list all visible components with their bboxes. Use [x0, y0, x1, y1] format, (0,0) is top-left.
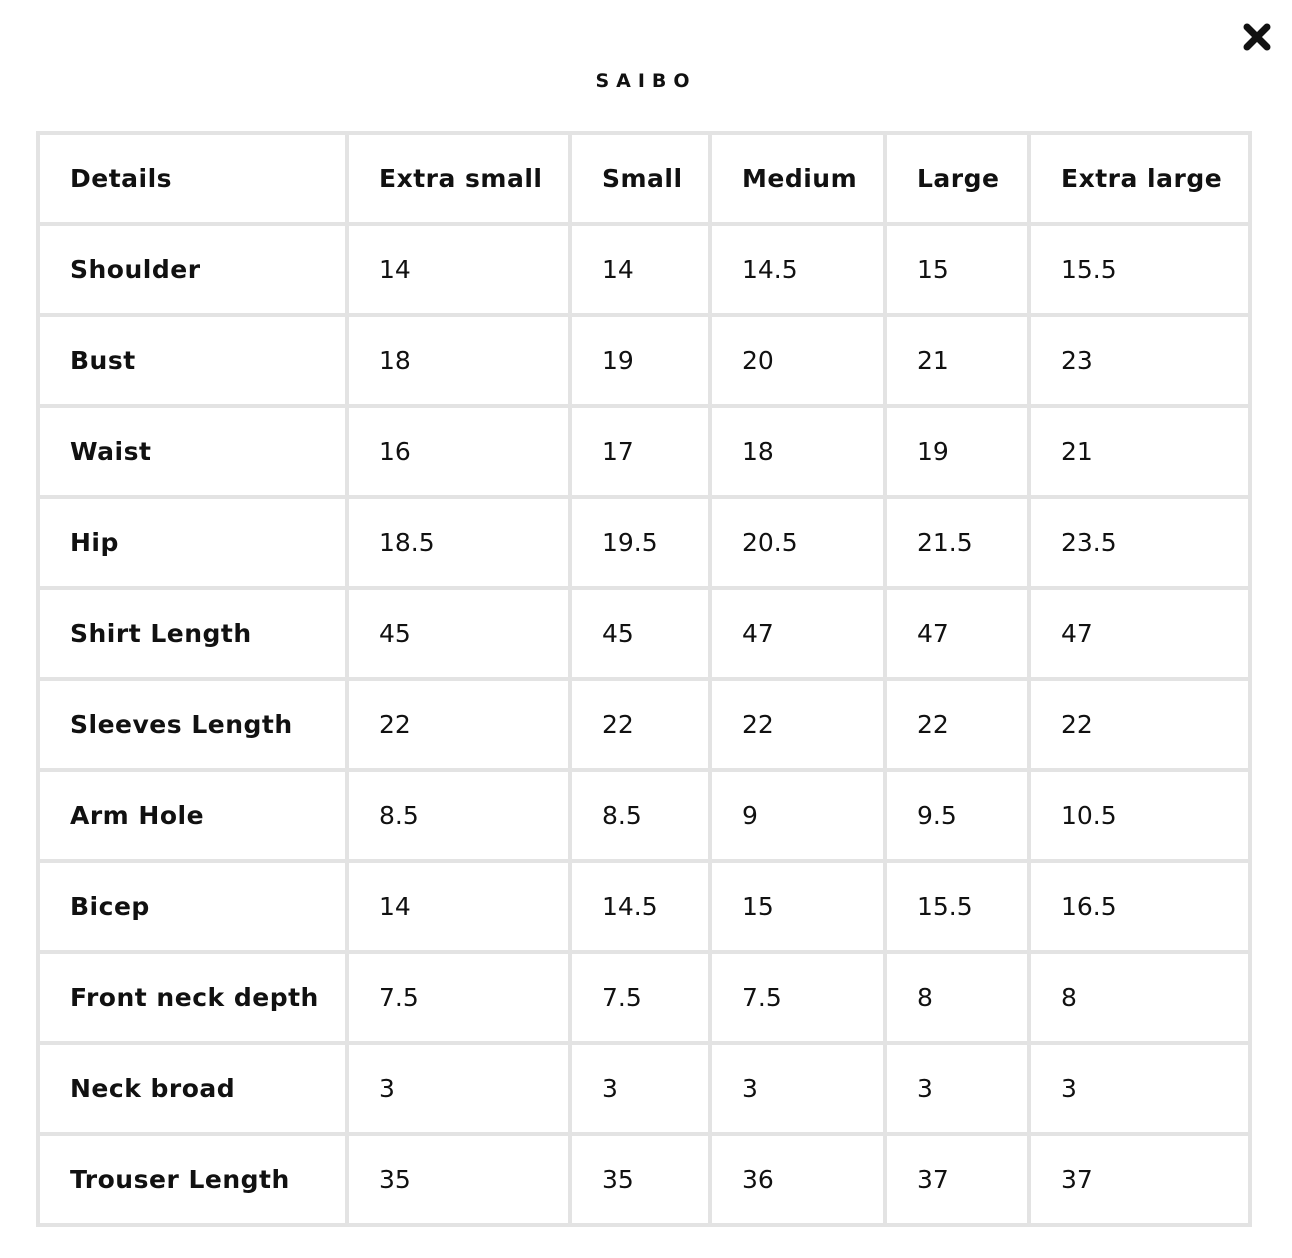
size-value-cell: 19 — [572, 317, 708, 404]
table-row — [40, 226, 1248, 313]
size-value-cell: 45 — [349, 590, 568, 677]
size-value-cell: 17 — [572, 408, 708, 495]
size-value-cell: 15.5 — [887, 863, 1027, 950]
row-label: Bust — [40, 317, 345, 404]
size-value-cell: 20 — [712, 317, 883, 404]
size-value-cell: 9.5 — [887, 772, 1027, 859]
row-label: Trouser Length — [40, 1136, 345, 1223]
size-value-cell: 22 — [712, 681, 883, 768]
size-value-cell: 47 — [887, 590, 1027, 677]
size-value-cell: 22 — [887, 681, 1027, 768]
header-extra-large: Extra large — [1031, 135, 1248, 222]
row-label: Sleeves Length — [40, 681, 345, 768]
size-value-cell: 8.5 — [349, 772, 568, 859]
size-value-cell: 22 — [572, 681, 708, 768]
size-value-cell: 14 — [572, 226, 708, 313]
row-label: Bicep — [40, 863, 345, 950]
size-value-cell: 7.5 — [349, 954, 568, 1041]
size-value-cell: 22 — [1031, 681, 1248, 768]
size-value-cell: 9 — [712, 772, 883, 859]
size-value-cell: 3 — [712, 1045, 883, 1132]
row-label: Shoulder — [40, 226, 345, 313]
table-row — [40, 772, 1248, 859]
size-value-cell: 3 — [887, 1045, 1027, 1132]
size-value-cell: 23.5 — [1031, 499, 1248, 586]
header-small: Small — [572, 135, 708, 222]
size-value-cell: 19.5 — [572, 499, 708, 586]
size-value-cell: 15 — [887, 226, 1027, 313]
brand-title: SAIBO — [595, 70, 697, 92]
size-value-cell: 18.5 — [349, 499, 568, 586]
size-value-cell: 8 — [887, 954, 1027, 1041]
size-value-cell: 35 — [349, 1136, 568, 1223]
header-details: Details — [40, 135, 345, 222]
size-value-cell: 19 — [887, 408, 1027, 495]
size-value-cell: 7.5 — [712, 954, 883, 1041]
table-row — [40, 499, 1248, 586]
header-extra-small: Extra small — [349, 135, 568, 222]
size-value-cell: 7.5 — [572, 954, 708, 1041]
size-value-cell: 47 — [712, 590, 883, 677]
size-value-cell: 10.5 — [1031, 772, 1248, 859]
size-value-cell: 37 — [1031, 1136, 1248, 1223]
size-value-cell: 3 — [349, 1045, 568, 1132]
size-value-cell: 23 — [1031, 317, 1248, 404]
size-value-cell: 22 — [349, 681, 568, 768]
row-label: Front neck depth — [40, 954, 345, 1041]
table-row — [40, 1045, 1248, 1132]
header-medium: Medium — [712, 135, 883, 222]
size-value-cell: 35 — [572, 1136, 708, 1223]
size-value-cell: 8.5 — [572, 772, 708, 859]
size-value-cell: 3 — [572, 1045, 708, 1132]
size-value-cell: 36 — [712, 1136, 883, 1223]
size-value-cell: 14 — [349, 226, 568, 313]
row-label: Waist — [40, 408, 345, 495]
close-x-icon — [1238, 18, 1276, 56]
table-row — [40, 408, 1248, 495]
size-value-cell: 14.5 — [712, 226, 883, 313]
size-value-cell: 15.5 — [1031, 226, 1248, 313]
table-row — [40, 1136, 1248, 1223]
table-row — [40, 954, 1248, 1041]
table-row — [40, 681, 1248, 768]
size-value-cell: 14 — [349, 863, 568, 950]
row-label: Hip — [40, 499, 345, 586]
size-value-cell: 20.5 — [712, 499, 883, 586]
size-value-cell: 16.5 — [1031, 863, 1248, 950]
table-row — [40, 863, 1248, 950]
size-value-cell: 16 — [349, 408, 568, 495]
size-chart-table — [36, 131, 1252, 1227]
header-large: Large — [887, 135, 1027, 222]
row-label: Shirt Length — [40, 590, 345, 677]
size-value-cell: 14.5 — [572, 863, 708, 950]
row-label: Arm Hole — [40, 772, 345, 859]
size-value-cell: 45 — [572, 590, 708, 677]
table-row — [40, 317, 1248, 404]
size-value-cell: 21 — [887, 317, 1027, 404]
size-value-cell: 15 — [712, 863, 883, 950]
size-value-cell: 3 — [1031, 1045, 1248, 1132]
size-value-cell: 21.5 — [887, 499, 1027, 586]
row-label: Neck broad — [40, 1045, 345, 1132]
table-header-row — [40, 135, 1248, 222]
size-value-cell: 18 — [349, 317, 568, 404]
table-row — [40, 590, 1248, 677]
size-value-cell: 8 — [1031, 954, 1248, 1041]
size-value-cell: 18 — [712, 408, 883, 495]
size-value-cell: 21 — [1031, 408, 1248, 495]
close-button[interactable] — [1238, 18, 1276, 56]
size-value-cell: 37 — [887, 1136, 1027, 1223]
size-value-cell: 47 — [1031, 590, 1248, 677]
